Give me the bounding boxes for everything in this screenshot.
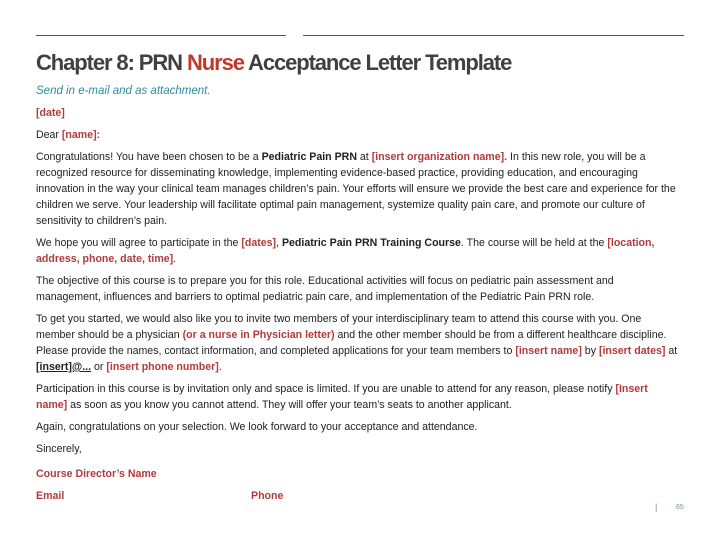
header-rule-right: [303, 35, 684, 36]
p5-text-c: as soon as you know you cannot attend. They will offer your team’s seats to another applicant.: [67, 399, 512, 411]
p1-org-placeholder: [insert organization name].: [371, 151, 508, 163]
p4-text-i: or: [91, 361, 107, 373]
date-line: [36, 105, 681, 121]
signature-name: Course Director’s Name: [36, 468, 157, 480]
page-number: 65: [676, 504, 684, 511]
title-suffix: Acceptance Letter Template: [243, 50, 512, 75]
paragraph-closing-remarks: Again, congratulations on your selection. We look forward to your acceptance and attendance.: [36, 421, 478, 433]
paragraph-team: [36, 311, 681, 375]
closing: Sincerely,: [36, 443, 82, 455]
header-rule-left: [36, 35, 286, 36]
title-prefix: Chapter 8: PRN: [36, 50, 187, 75]
salutation-line: [36, 127, 681, 143]
p4-email-placeholder: [insert]@...: [36, 361, 92, 373]
p2-text-e: . The course will be held at the: [460, 237, 608, 249]
paragraph-congratulations: [36, 149, 681, 229]
name-placeholder: [name]:: [61, 129, 101, 141]
p4-text-g: at: [665, 345, 678, 357]
p4-physician-note: (or a nurse in Physician letter): [182, 329, 335, 341]
title-accent: Nurse: [186, 50, 244, 75]
p1-text-a: Congratulations! You have been chosen to be a: [36, 151, 262, 163]
salutation: Dear: [36, 129, 62, 141]
p5-text-a: Participation in this course is by invitation only and space is limited. If you are unable to attend for any reason, please notify: [36, 383, 616, 395]
date-placeholder: [date]: [36, 107, 65, 119]
p2-text-c: ,: [276, 237, 282, 249]
p2-dates-placeholder: [dates]: [241, 237, 277, 249]
p2-location-placeholder: [location, address, phone, date, time]: [36, 237, 655, 265]
paragraph-invitation: [36, 381, 681, 413]
paragraph-participation: [36, 235, 681, 267]
p4-text-e: by: [581, 345, 599, 357]
p4-dates-placeholder: [insert dates]: [598, 345, 666, 357]
p1-text-e: In this new role, you will be a recognized resource for disseminating knowledge, implementing evidence-based practice, providing education, and encouraging innovation in the way your clinical team manages children’s pain. Your efforts will ensure we provide the best care and experience for the children we serve. Your leadership will facilitate optimal pain management, systemize quality pain care, and promote our culture of sensitivity to children’s pain.: [36, 151, 676, 227]
p2-text-a: We hope you will agree to participate in the: [36, 237, 242, 249]
p4-text-a: To get you started, we would also like you to invite two members of your interdisciplinary team to attend this course with you. One member should be a physician: [36, 313, 642, 341]
signature-contact-row: [36, 488, 681, 504]
p4-name-placeholder: [insert name]: [515, 345, 582, 357]
p1-role: Pediatric Pain PRN: [261, 151, 357, 163]
p4-text-k: .: [218, 361, 222, 373]
p1-text-c: at: [356, 151, 372, 163]
p4-text-c: and the other member should be from a different healthcare discipline. Please provide the names, contact information, and completed applications for your team members to: [36, 329, 667, 357]
phone-label: Phone: [251, 490, 284, 502]
paragraph-objective: The objective of this course is to prepare you for this role. Educational activities will focus on pediatric pain assessment and management, influences and barriers to optimal pediatric pain care, and implementation of the Pediatric Pain PRN role.: [36, 275, 614, 303]
p2-course-name: Pediatric Pain PRN Training Course: [281, 237, 461, 249]
p4-phone-placeholder: [insert phone number]: [106, 361, 219, 373]
email-label: Email: [36, 490, 65, 502]
page-title: [36, 50, 511, 76]
p2-text-g: .: [173, 253, 177, 265]
p5-name-placeholder: [Insert name]: [36, 383, 648, 411]
footer-separator: |: [655, 502, 658, 512]
letter-body: [36, 105, 681, 504]
subtitle: Send in e-mail and as attachment.: [36, 85, 211, 97]
